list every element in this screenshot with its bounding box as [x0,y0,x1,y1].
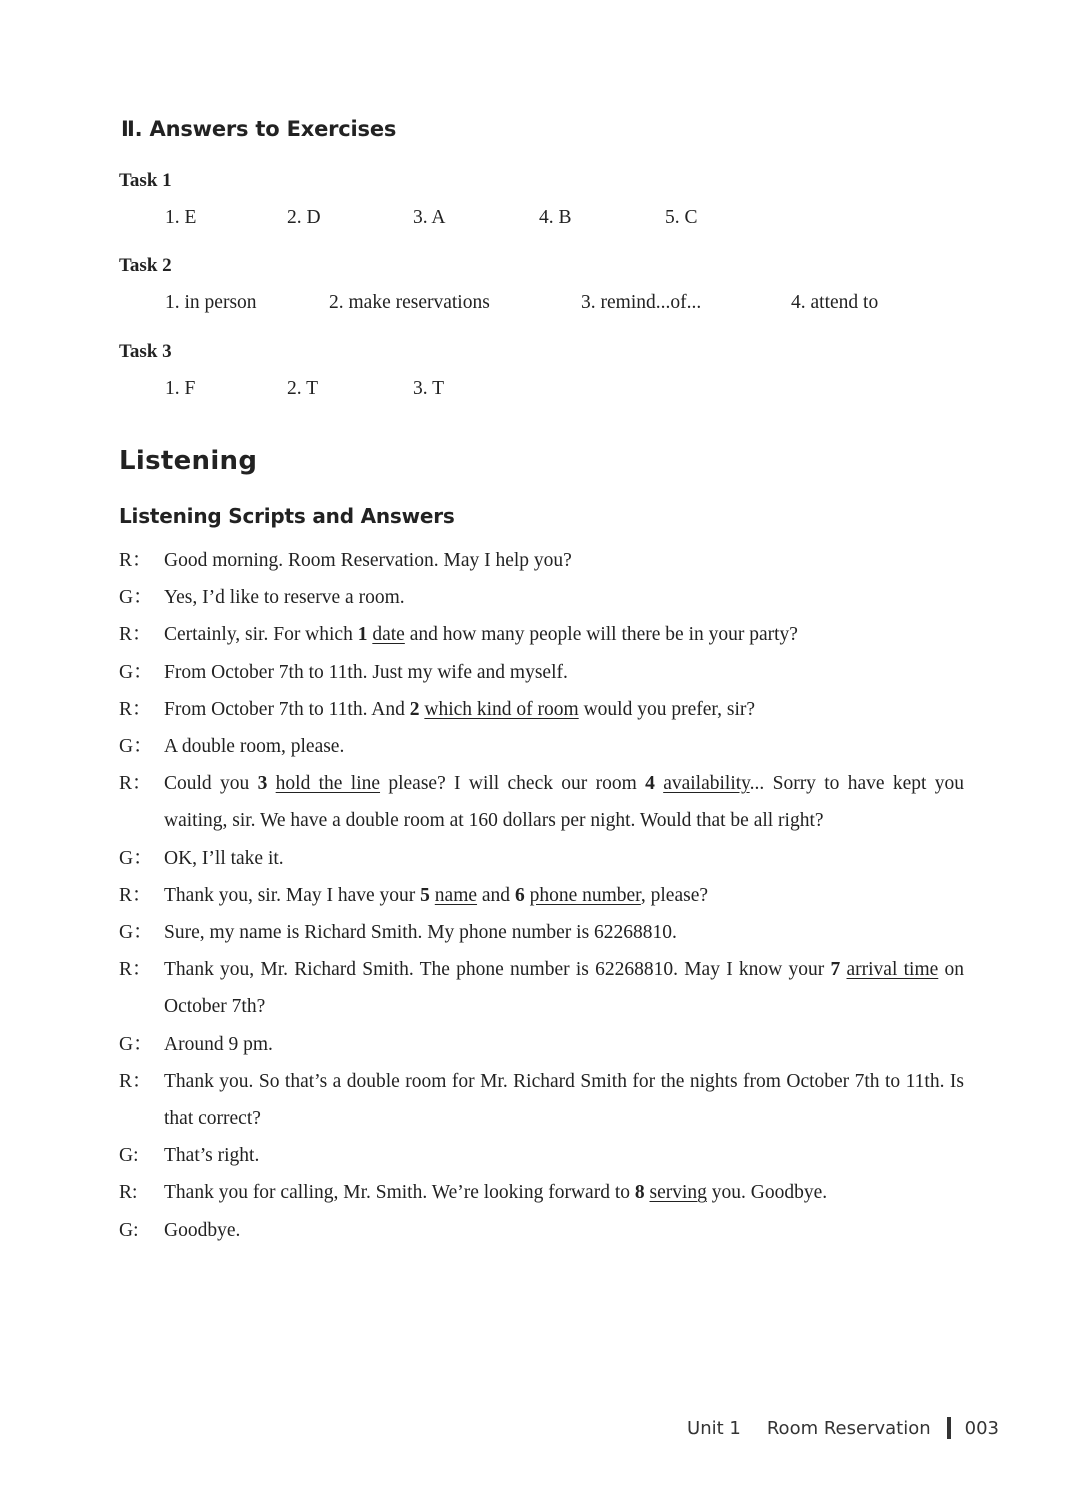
dialogue-line [119,840,964,877]
blank-number: 4 [645,773,655,795]
answer-item: 1. F [165,378,196,399]
dialogue-script [119,542,964,1249]
answer-item: 3. remind...of... [581,292,702,313]
answer-item: 3. T [413,378,445,399]
dialogue-line [119,914,964,951]
task-3-answers [0,378,1083,406]
speaker-label: G： [119,661,153,683]
dialogue-line [119,1026,964,1063]
text-segment: Could you [164,773,258,795]
text-segment: and how many people will there be in your party? [404,624,798,646]
dialogue-line [119,1137,964,1174]
dialogue-line [119,877,964,914]
dialogue-line [119,579,964,616]
text-segment: A double room, please. [164,736,345,758]
dialogue-line [119,654,964,691]
dialogue-text [164,654,964,691]
dialogue-text [164,877,964,914]
answer-item: 2. D [287,207,321,228]
dialogue-text [164,1174,964,1211]
speaker-label: G： [119,736,153,758]
text-segment: on October 7th? [164,959,965,1018]
text-segment: and [477,884,515,906]
text-segment: Sure, my name is Richard Smith. My phone number is 62268810. [164,922,677,944]
footer-unit: Unit 1 [687,1417,741,1439]
text-segment: Thank you for calling, Mr. Smith. We’re looking forward to [164,1182,635,1204]
blank-number: 6 [514,884,525,906]
text-segment [655,773,663,794]
text-segment: Thank you, sir. May I have your [164,884,421,906]
answer-item: 4. B [539,207,572,228]
dialogue-line [119,542,964,579]
dialogue-text [164,579,964,616]
page-footer [687,1417,999,1439]
text-segment: Yes, I’d like to reserve a room. [164,587,405,609]
answer-item: 1. E [165,207,197,228]
text-segment: Around 9 pm. [164,1033,273,1055]
dialogue-text [164,728,964,765]
blank-answer: serving [649,1182,707,1204]
footer-chapter: Room Reservation [766,1417,931,1439]
speaker-label: R: [119,1182,138,1204]
blank-answer: arrival time [846,959,939,981]
text-segment: Thank you, Mr. Richard Smith. The phone number is 62268810. May I know your [164,959,831,981]
dialogue-text [164,691,964,728]
dialogue-text [164,1212,964,1249]
dialogue-text [164,914,964,951]
dialogue-line [119,765,964,839]
dialogue-text [164,1137,964,1174]
dialogue-line [119,1174,964,1211]
task-2-answers [0,292,1083,320]
task-1-answers [0,207,1083,235]
blank-number: 5 [420,884,430,906]
blank-number: 2 [409,698,420,720]
speaker-label: R： [119,1070,152,1092]
text-segment: you. Goodbye. [706,1182,828,1204]
speaker-label: G： [119,847,153,869]
dialogue-text [164,1063,964,1137]
scripts-title: Listening Scripts and Answers [119,504,455,528]
text-segment: That’s right. [164,1145,260,1167]
blank-answer: hold the line [275,773,381,795]
text-segment: Thank you. So that’s a double room for Mr. Richard Smith for the nights from October 7th to 11th. Is that correct? [164,1070,964,1130]
dialogue-text [164,1026,964,1063]
dialogue-line [119,691,964,728]
text-segment: Good morning. Room Reservation. May I help you? [164,550,572,571]
speaker-label: G: [119,1219,139,1241]
blank-number: 1 [357,624,368,646]
text-segment: OK, I’ll take it. [164,847,284,869]
text-segment [267,773,275,794]
text-segment: , please? [640,884,709,906]
speaker-label: R： [119,698,152,720]
blank-answer: availability [663,773,750,795]
speaker-label: R： [119,959,152,981]
text-segment: From October 7th to 11th. Just my wife and myself. [164,661,568,683]
listening-title: Listening [119,446,258,476]
speaker-label: R： [119,624,152,646]
dialogue-line [119,1063,964,1137]
task-2-title: Task 2 [119,255,172,276]
answer-item: 1. in person [165,292,257,313]
section-title: Ⅱ. Answers to Exercises [121,117,397,141]
blank-answer: name [434,884,478,906]
dialogue-line [119,728,964,765]
page-number: 003 [964,1417,999,1439]
speaker-label: G： [119,922,153,944]
text-segment: Goodbye. [164,1219,241,1241]
speaker-label: R： [119,884,152,906]
dialogue-text [164,542,964,579]
speaker-label: R： [119,773,152,795]
answer-item: 5. C [665,207,698,228]
blank-answer: phone number [529,884,641,906]
speaker-label: G： [119,587,153,609]
blank-answer: date [372,624,405,646]
blank-answer: which kind of room [424,698,579,720]
answer-item: 4. attend to [791,292,879,313]
dialogue-text [164,616,964,653]
blank-number: 8 [634,1182,645,1204]
blank-number: 7 [830,959,841,981]
dialogue-line [119,951,964,1025]
dialogue-line [119,616,964,653]
task-3-title: Task 3 [119,341,172,362]
dialogue-text [164,765,964,839]
speaker-label: G： [119,1033,153,1055]
speaker-label: R： [119,550,152,571]
answer-item: 2. T [287,378,319,399]
footer-divider [947,1417,951,1439]
text-segment: would you prefer, sir? [578,698,756,720]
answer-item: 3. A [413,207,446,228]
dialogue-text [164,951,964,1025]
speaker-label: G: [119,1145,139,1167]
answer-item: 2. make reservations [329,292,490,313]
text-segment: Certainly, sir. For which [164,624,358,646]
text-segment: please? I will check our room [380,773,646,795]
dialogue-text [164,840,964,877]
task-1-title: Task 1 [119,170,172,191]
blank-number: 3 [257,773,268,795]
dialogue-line [119,1212,964,1249]
text-segment: ... Sorry to have kept you waiting, sir. We have a double room at 160 dollars per night. Would that be all right? [164,773,965,832]
text-segment: From October 7th to 11th. And [164,698,410,720]
